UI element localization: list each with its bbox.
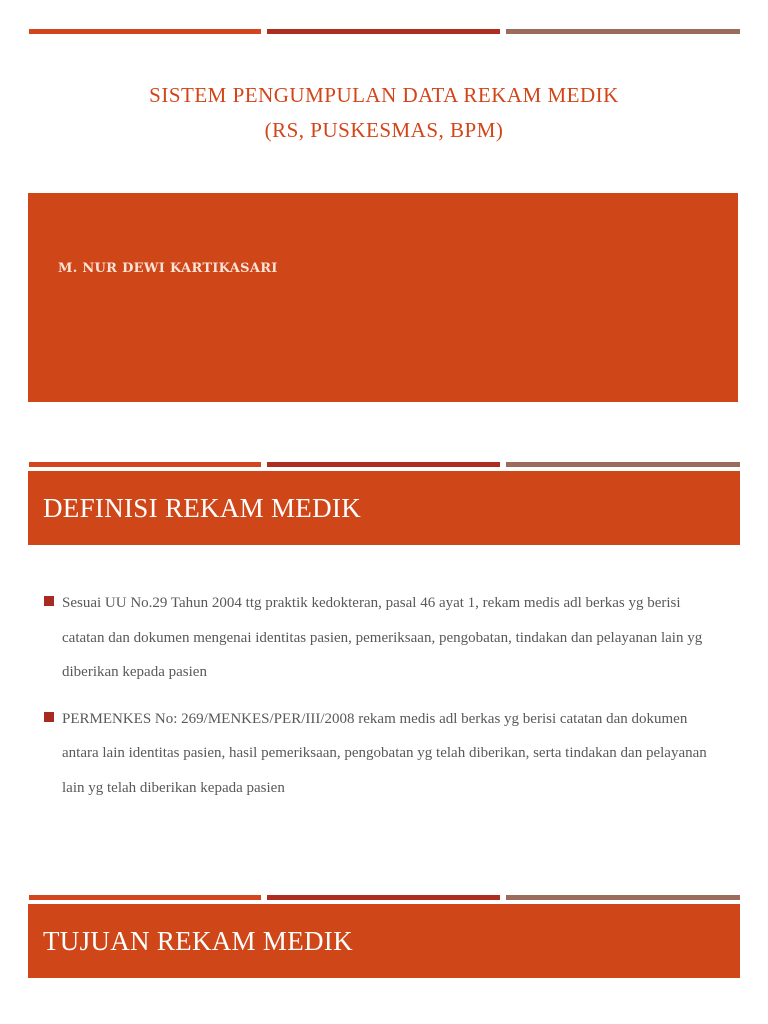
section-stripe-brown [506,895,740,900]
title-line-1: SISTEM PENGUMPULAN DATA REKAM MEDIK [149,83,619,107]
definition-header: DEFINISI REKAM MEDIK [43,493,361,523]
section-stripe-red [267,462,500,467]
purpose-header: TUJUAN REKAM MEDIK [43,926,353,956]
author-name: M. NUR DEWI KARTIKASARI [58,261,278,276]
title-line-2: (RS, PUSKESMAS, BPM) [264,118,504,142]
bullet-text: PERMENKES No: 269/MENKES/PER/III/2008 rekam medis adl berkas yg berisi catatan dan dokumen antara lain identitas pasien, hasil pemeriksaan, pengobatan yg telah diberikan, serta tindakan dan pelayanan lain yg telah diberikan kepada pasien [62,710,707,796]
bullet-text: Sesuai UU No.29 Tahun 2004 ttg praktik kedokteran, pasal 46 ayat 1, rekam medis adl berkas yg berisi catatan dan dokumen mengenai identitas pasien, pemeriksaan, pengobatan, tindakan dan pelayanan lain yg diberikan kepada pasien [62,595,703,680]
list-item [43,586,723,690]
section-stripe-orange [29,462,261,467]
section-stripe-orange [29,895,261,900]
square-bullet-icon [44,712,54,722]
top-stripe-brown [506,29,740,34]
section-stripe-red [267,895,500,900]
definition-bullet-list [43,586,723,817]
purpose-header-bar [28,904,740,978]
slide-title [0,78,768,148]
top-stripe-red [267,29,500,34]
definition-header-bar [28,471,740,545]
square-bullet-icon [44,596,54,606]
author-panel [28,193,738,402]
top-stripe-orange [29,29,261,34]
list-item [43,702,723,806]
section-stripe-brown [506,462,740,467]
